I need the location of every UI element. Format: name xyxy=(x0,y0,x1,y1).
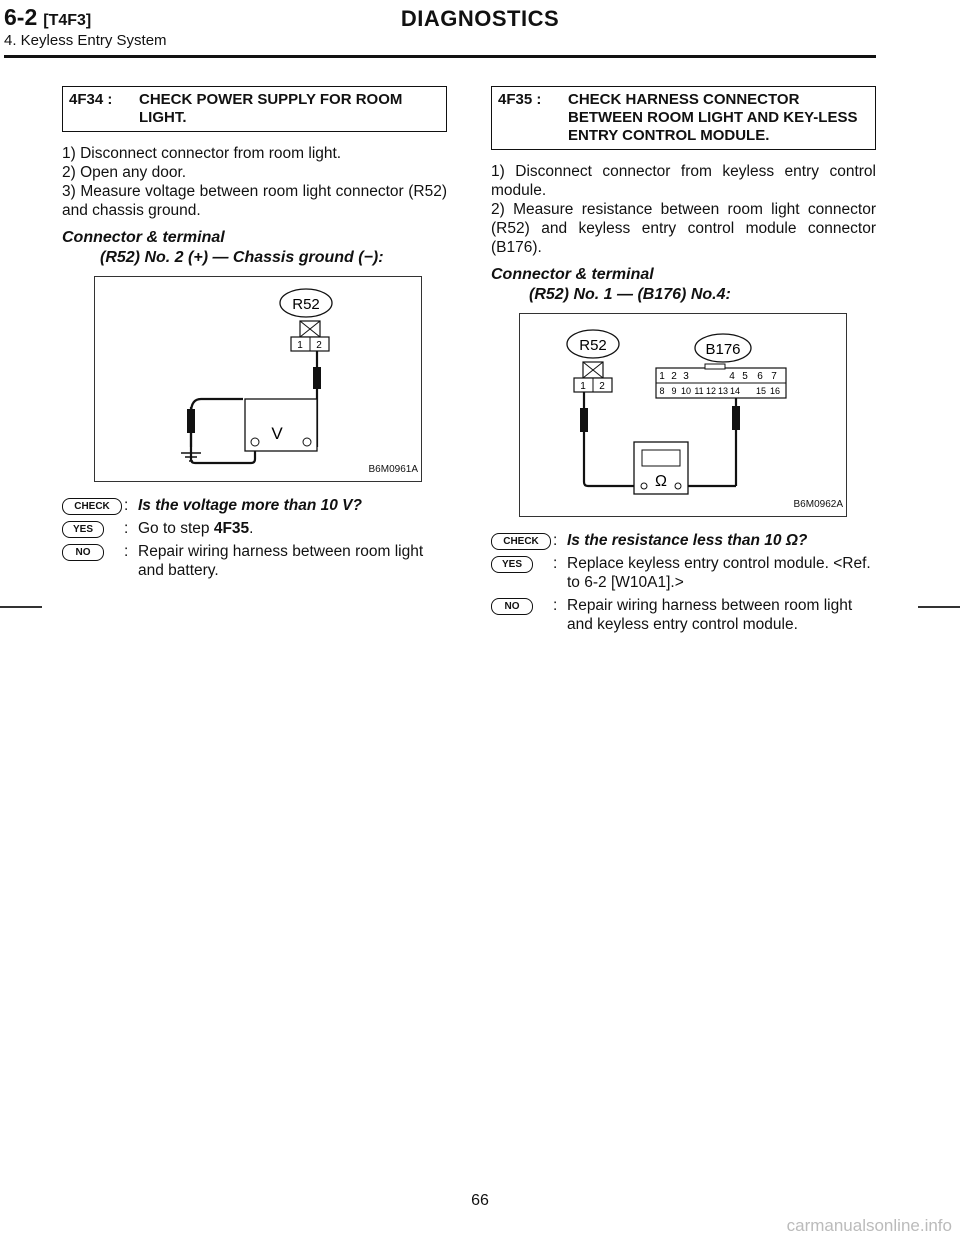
pin-label: 10 xyxy=(680,386,692,396)
step-box-4f35 xyxy=(491,86,876,150)
yes-row: YES : Go to step 4F35. xyxy=(62,519,447,538)
page-number: 66 xyxy=(471,1192,489,1209)
check-result xyxy=(62,496,447,580)
probe-plus xyxy=(313,367,321,389)
header-rule xyxy=(4,55,876,58)
procedure-steps xyxy=(62,144,447,220)
check-result xyxy=(491,531,876,634)
pin-label: 2 xyxy=(316,340,322,351)
connector-heading: Connector & terminal xyxy=(491,266,654,283)
left-column xyxy=(62,86,447,584)
procedure-step: 1) Disconnect connector from keyless entry control module. xyxy=(491,163,876,199)
probe xyxy=(732,406,740,430)
procedure-step: 3) Measure voltage between room light connector (R52) and chassis ground. xyxy=(62,183,447,219)
procedure-step: 2) Open any door. xyxy=(62,164,187,181)
check-question: Is the voltage more than 10 V? xyxy=(138,497,362,514)
watermark: carmanualsonline.info xyxy=(786,1216,952,1235)
meter-label: Ω xyxy=(655,473,667,490)
pin-label: 3 xyxy=(683,371,689,382)
check-badge: CHECK xyxy=(62,498,122,515)
yes-action: Go to step 4F35. xyxy=(138,520,254,537)
figure-caption: B6M0962A xyxy=(793,499,843,510)
connector-detail: (R52) No. 2 (+) — Chassis ground (−): xyxy=(100,249,384,266)
probe-minus xyxy=(187,409,195,433)
procedure-step: 1) Disconnect connector from room light. xyxy=(62,145,342,162)
procedure-step: 2) Measure resistance between room light connector (R52) and keyless entry control module connector (B176). xyxy=(491,201,876,256)
step-box-4f34 xyxy=(62,86,447,132)
pin-label: 9 xyxy=(671,386,677,396)
pin-label: 6 xyxy=(757,371,763,382)
connector-terminal xyxy=(491,265,876,305)
right-column xyxy=(491,86,876,638)
no-badge: NO xyxy=(62,544,104,561)
connector-label: R52 xyxy=(579,337,607,354)
pin-label: 4 xyxy=(729,371,735,382)
pin-label: 14 xyxy=(729,386,741,396)
pin-label: 8 xyxy=(659,386,665,396)
subsection-title: 4. Keyless Entry System xyxy=(4,32,167,49)
pin-label: 7 xyxy=(771,371,777,382)
pin-label: 1 xyxy=(297,340,303,351)
pin-label: 1 xyxy=(580,381,586,392)
pin-label: 11 xyxy=(694,386,704,396)
voltage-diagram-svg xyxy=(95,277,421,481)
pin-label: 15 xyxy=(755,386,767,396)
step-number: 4F34 : xyxy=(69,91,113,108)
figure-caption: B6M0961A xyxy=(368,464,418,475)
pin-label: 5 xyxy=(742,371,748,382)
connector-label: B176 xyxy=(705,341,741,358)
step-title: CHECK HARNESS CONNECTOR BETWEEN ROOM LIGHT AND KEY-LESS ENTRY CONTROL MODULE. xyxy=(568,91,858,144)
resistance-diagram xyxy=(519,313,847,517)
probe xyxy=(580,408,588,432)
resistance-diagram-svg xyxy=(520,314,846,516)
no-badge: NO xyxy=(491,598,533,615)
margin-mark xyxy=(0,606,42,608)
check-question: Is the resistance less than 10 Ω? xyxy=(567,532,808,549)
no-action: Repair wiring harness between room light and battery. xyxy=(138,543,424,579)
pin-label: 16 xyxy=(769,386,781,396)
connector-label: R52 xyxy=(292,296,320,313)
margin-mark xyxy=(918,606,960,608)
step-number: 4F35 : xyxy=(498,91,542,108)
pin-label: 13 xyxy=(717,386,729,396)
next-step-ref: 4F35 xyxy=(213,520,250,537)
section-code: [T4F3] xyxy=(43,12,92,29)
meter-label: V xyxy=(271,424,283,443)
no-row: NO : Repair wiring harness between room light and battery. xyxy=(62,542,447,580)
check-badge: CHECK xyxy=(491,533,551,550)
connector-detail: (R52) No. 1 — (B176) No.4: xyxy=(529,286,731,303)
pin-label: 1 xyxy=(659,371,665,382)
pin-label: 2 xyxy=(671,371,677,382)
check-row: CHECK : Is the resistance less than 10 Ω? xyxy=(491,531,876,550)
page-title: DIAGNOSTICS xyxy=(400,6,560,31)
yes-badge: YES xyxy=(62,521,104,538)
procedure-steps xyxy=(491,162,876,257)
pin-label: 2 xyxy=(599,381,605,392)
yes-row: YES : Replace keyless entry control module. <Ref. to 6-2 [W10A1].> xyxy=(491,554,876,592)
voltage-diagram xyxy=(94,276,422,482)
section-number: 6-2 [T4F3] xyxy=(4,4,92,30)
connector-terminal xyxy=(62,228,447,268)
step-title: CHECK POWER SUPPLY FOR ROOM LIGHT. xyxy=(139,91,403,126)
connector-heading: Connector & terminal xyxy=(62,229,225,246)
pin-label: 12 xyxy=(705,386,717,396)
check-row: CHECK : Is the voltage more than 10 V? xyxy=(62,496,447,515)
no-row: NO : Repair wiring harness between room light and keyless entry control module. xyxy=(491,596,876,634)
yes-badge: YES xyxy=(491,556,533,573)
yes-action: Replace keyless entry control module. <Ref. to 6-2 [W10A1].> xyxy=(567,555,871,591)
page-header xyxy=(0,0,960,62)
no-action: Repair wiring harness between room light and keyless entry control module. xyxy=(567,597,853,633)
